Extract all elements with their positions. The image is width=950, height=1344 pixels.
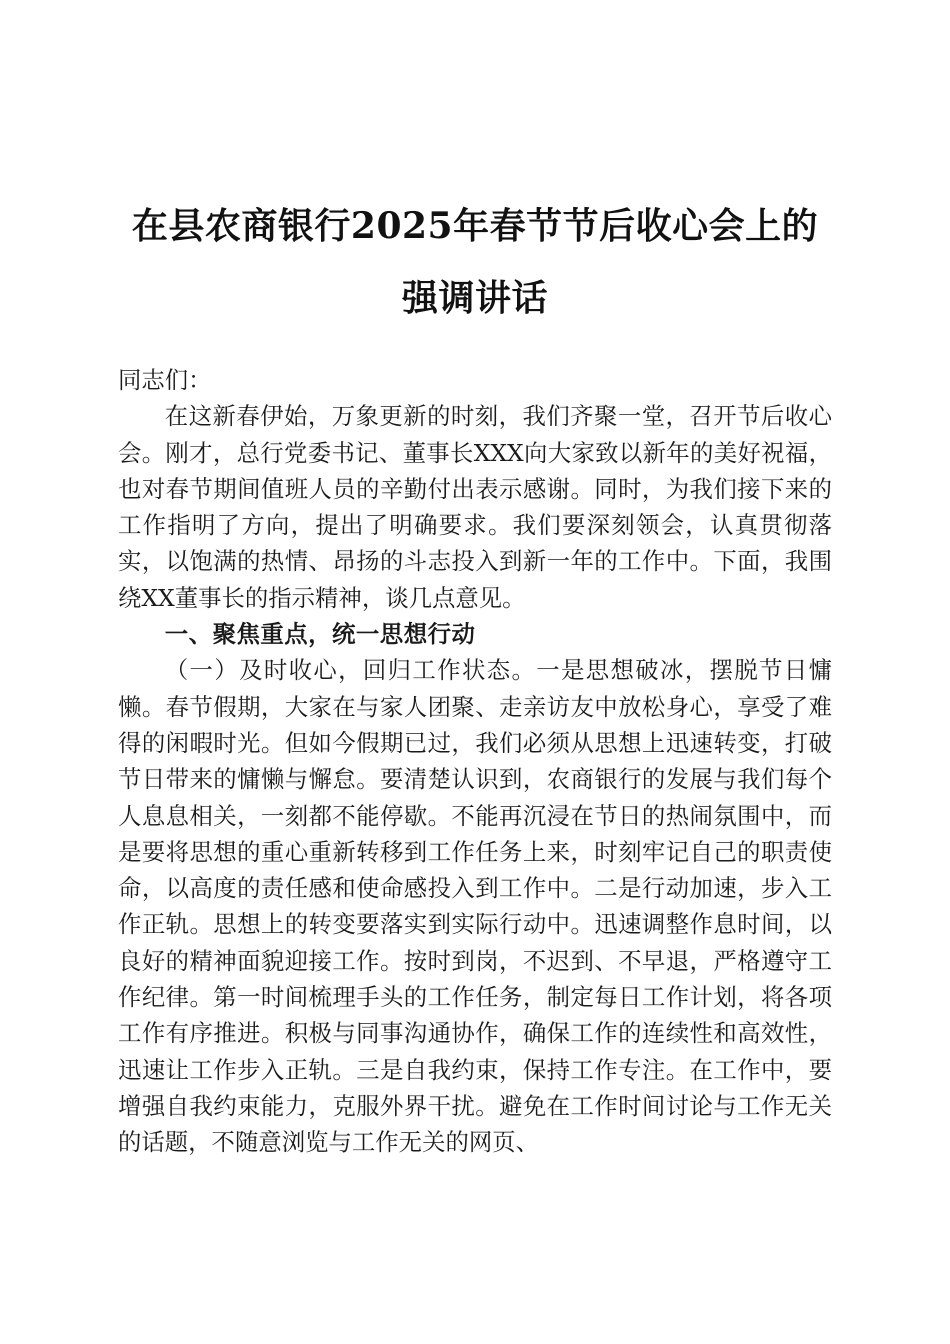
document-body [118,362,832,1161]
section-1-heading: 一、聚焦重点，统一思想行动 [164,620,476,649]
section-1-paragraph: （一）及时收心，回归工作状态。一是思想破冰，摆脱节日慵懒。春节假期，大家在与家人团聚、走亲访友中放松身心，享受了难得的闲暇时光。但如今假期已过，我们必须从思想上迅速转变，打破节日带来的慵懒与懈怠。要清楚认识到，农商银行的发展与我们每个人息息相关，一刻都不能停歇。不能再沉浸在节日的热闹氛围中，而是要将思想的重心重新转移到工作任务上来，时刻牢记自己的职责使命，以高度的责任感和使命感投入到工作中。二是行动加速，步入工作正轨。思想上的转变要落实到实际行动中。迅速调整作息时间，以良好的精神面貌迎接工作。按时到岗，不迟到、不早退，严格遵守工作纪律。第一时间梳理手头的工作任务，制定每日工作计划，将各项工作有序推进。积极与同事沟通协作，确保工作的连续性和高效性，迅速让工作步入正轨。三是自我约束，保持工作专注。在工作中，要增强自我约束能力，克服外界干扰。避免在工作时间讨论与工作无关的话题，不随意浏览与工作无关的网页、 [118,656,832,1157]
salutation: 同志们： [118,366,212,394]
intro-paragraph: 在这新春伊始，万象更新的时刻，我们齐聚一堂，召开节后收心会。刚才，总行党委书记、董事长XXX向大家致以新年的美好祝福，也对春节期间值班人员的辛勤付出表示感谢。同时，为我们接下来的工作指明了方向，提出了明确要求。我们要深刻领会，认真贯彻落实，以饱满的热情、昂扬的斗志投入到新一年的工作中。下面，我围绕XX董事长的指示精神，谈几点意见。 [118,402,832,612]
document-title: 在县农商银行2025年春节节后收心会上的强调讲话 [131,205,819,319]
